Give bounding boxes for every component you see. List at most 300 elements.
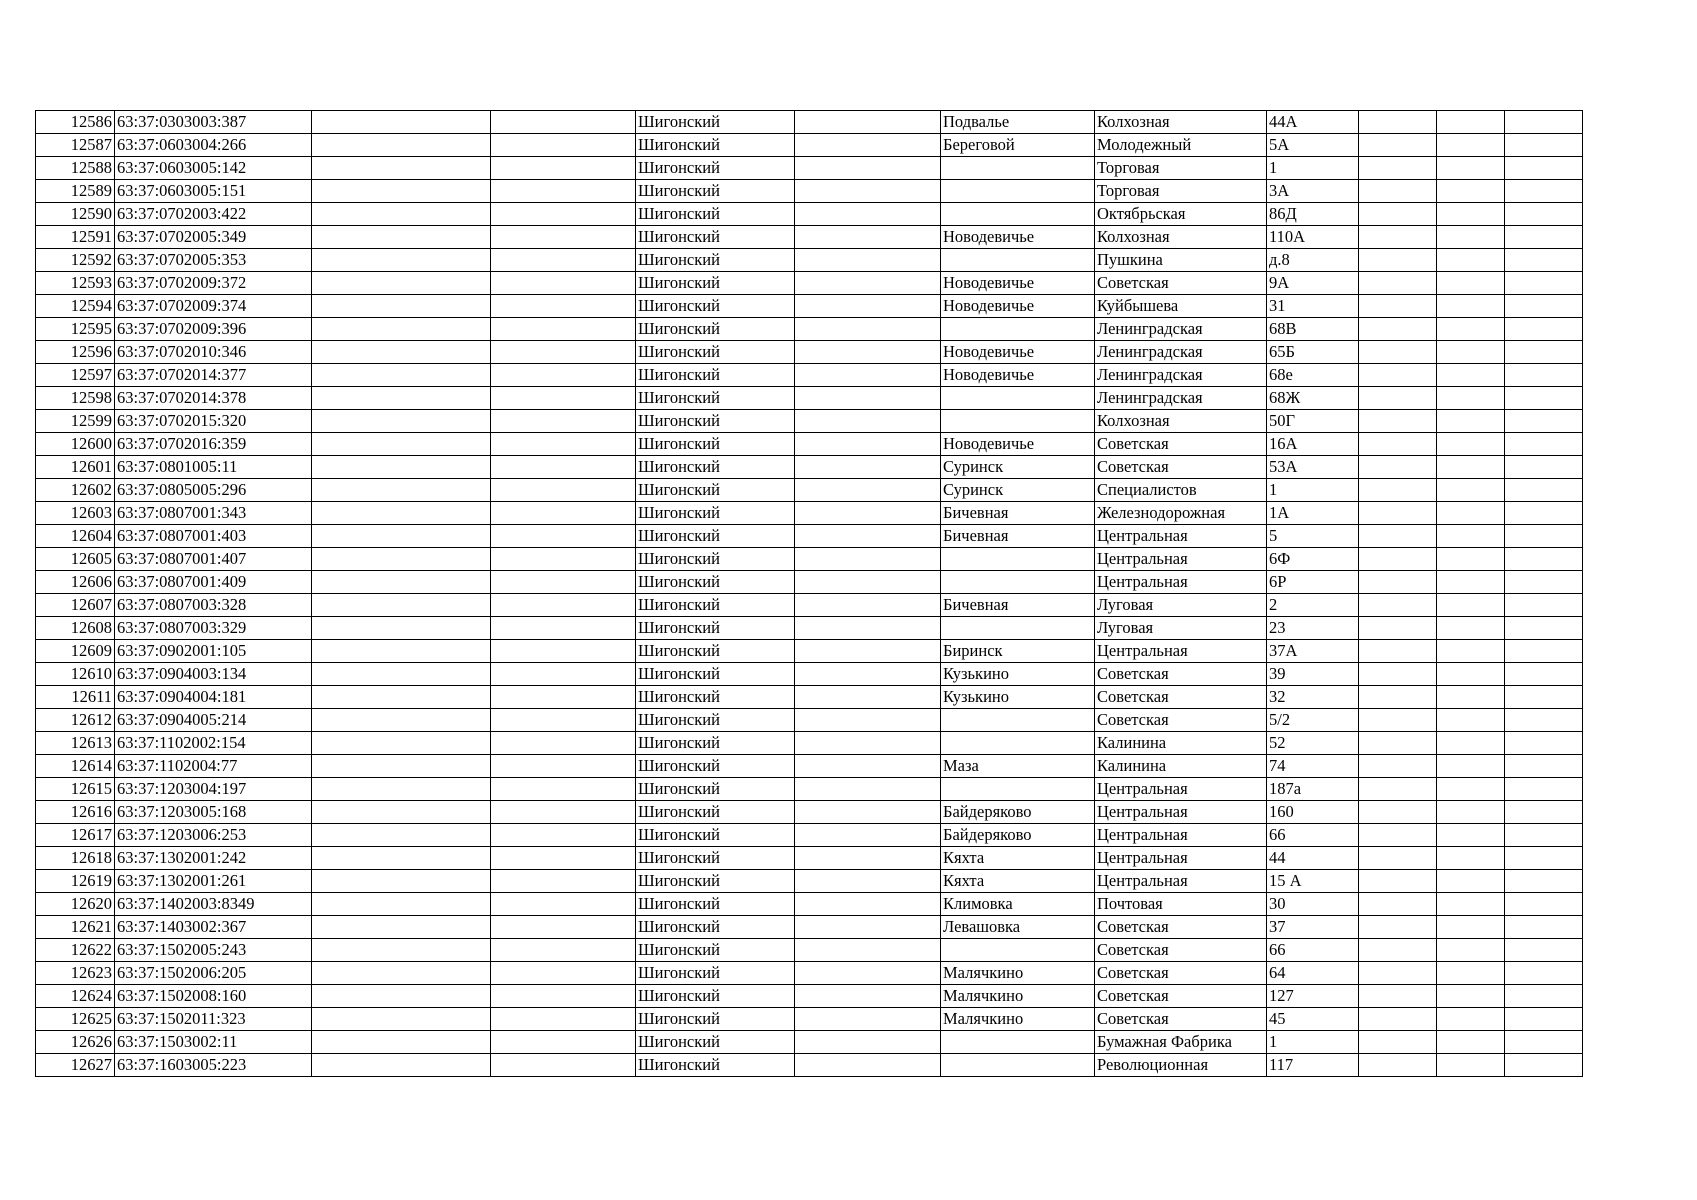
empty-cell [1437,893,1505,916]
street-cell: Советская [1095,962,1267,985]
empty-cell [312,985,491,1008]
house-number-cell: 37 [1267,916,1359,939]
empty-cell [1359,755,1437,778]
empty-cell [491,801,636,824]
district-cell: Шигонский [636,1008,795,1031]
empty-cell [1505,134,1583,157]
house-number-cell: 30 [1267,893,1359,916]
empty-cell [1437,433,1505,456]
street-cell: Советская [1095,456,1267,479]
district-cell: Шигонский [636,548,795,571]
district-cell: Шигонский [636,134,795,157]
street-cell: Советская [1095,916,1267,939]
district-cell: Шигонский [636,456,795,479]
district-cell: Шигонский [636,571,795,594]
district-cell: Шигонский [636,824,795,847]
empty-cell [491,433,636,456]
street-cell: Луговая [1095,617,1267,640]
locality-cell: Малячкино [941,985,1095,1008]
cadastral-number-cell: 63:37:0807001:343 [115,502,312,525]
empty-cell [795,272,941,295]
locality-cell [941,387,1095,410]
street-cell: Торговая [1095,180,1267,203]
empty-cell [1437,571,1505,594]
empty-cell [1359,686,1437,709]
empty-cell [1359,732,1437,755]
locality-cell: Береговой [941,134,1095,157]
table-row [36,939,1583,962]
locality-cell: Байдеряково [941,824,1095,847]
cadastral-number-cell: 63:37:1203005:168 [115,801,312,824]
empty-cell [795,755,941,778]
district-cell: Шигонский [636,709,795,732]
empty-cell [1437,249,1505,272]
table-row [36,663,1583,686]
empty-cell [795,548,941,571]
house-number-cell: 31 [1267,295,1359,318]
table-row [36,341,1583,364]
record-number-cell: 12624 [36,985,115,1008]
empty-cell [1505,341,1583,364]
street-cell: Советская [1095,709,1267,732]
empty-cell [1437,617,1505,640]
empty-cell [1359,824,1437,847]
district-cell: Шигонский [636,1054,795,1077]
table-row [36,847,1583,870]
empty-cell [1359,387,1437,410]
locality-cell [941,157,1095,180]
empty-cell [491,870,636,893]
house-number-cell: 68Ж [1267,387,1359,410]
empty-cell [1505,962,1583,985]
district-cell: Шигонский [636,479,795,502]
empty-cell [795,341,941,364]
locality-cell [941,617,1095,640]
cadastral-number-cell: 63:37:1502005:243 [115,939,312,962]
empty-cell [1359,571,1437,594]
empty-cell [491,203,636,226]
empty-cell [312,180,491,203]
empty-cell [491,548,636,571]
district-cell: Шигонский [636,180,795,203]
empty-cell [1505,249,1583,272]
house-number-cell: 5/2 [1267,709,1359,732]
empty-cell [1437,525,1505,548]
empty-cell [795,801,941,824]
empty-cell [491,249,636,272]
empty-cell [491,962,636,985]
empty-cell [795,364,941,387]
district-cell: Шигонский [636,364,795,387]
empty-cell [1437,1031,1505,1054]
street-cell: Железнодорожная [1095,502,1267,525]
cadastral-number-cell: 63:37:1402003:8349 [115,893,312,916]
table-row [36,111,1583,134]
street-cell: Почтовая [1095,893,1267,916]
empty-cell [795,295,941,318]
empty-cell [312,502,491,525]
cadastral-number-cell: 63:37:0702009:396 [115,318,312,341]
empty-cell [491,640,636,663]
empty-cell [795,180,941,203]
empty-cell [312,318,491,341]
record-number-cell: 12586 [36,111,115,134]
empty-cell [1505,617,1583,640]
empty-cell [491,180,636,203]
empty-cell [1505,916,1583,939]
district-cell: Шигонский [636,893,795,916]
district-cell: Шигонский [636,203,795,226]
house-number-cell: 1 [1267,479,1359,502]
street-cell: Колхозная [1095,410,1267,433]
cadastral-number-cell: 63:37:1203006:253 [115,824,312,847]
empty-cell [1437,226,1505,249]
table-row [36,157,1583,180]
empty-cell [312,525,491,548]
locality-cell [941,939,1095,962]
record-number-cell: 12622 [36,939,115,962]
record-number-cell: 12591 [36,226,115,249]
table-body [36,111,1583,1077]
street-cell: Октябрьская [1095,203,1267,226]
cadastral-number-cell: 63:37:1102002:154 [115,732,312,755]
empty-cell [491,157,636,180]
record-number-cell: 12621 [36,916,115,939]
table-row [36,387,1583,410]
locality-cell [941,410,1095,433]
empty-cell [1505,778,1583,801]
empty-cell [491,709,636,732]
empty-cell [312,111,491,134]
empty-cell [1437,870,1505,893]
empty-cell [312,226,491,249]
empty-cell [795,226,941,249]
street-cell: Советская [1095,939,1267,962]
empty-cell [795,870,941,893]
cadastral-number-cell: 63:37:1503002:11 [115,1031,312,1054]
empty-cell [312,1054,491,1077]
empty-cell [491,525,636,548]
empty-cell [1505,847,1583,870]
house-number-cell: 66 [1267,824,1359,847]
empty-cell [1359,180,1437,203]
street-cell: Центральная [1095,870,1267,893]
empty-cell [1359,594,1437,617]
locality-cell: Кяхта [941,847,1095,870]
record-number-cell: 12619 [36,870,115,893]
locality-cell: Новодевичье [941,433,1095,456]
empty-cell [491,1008,636,1031]
table-row [36,410,1583,433]
street-cell: Центральная [1095,548,1267,571]
empty-cell [1437,916,1505,939]
empty-cell [1359,456,1437,479]
cadastral-number-cell: 63:37:0807001:409 [115,571,312,594]
empty-cell [795,709,941,732]
empty-cell [312,341,491,364]
empty-cell [1359,111,1437,134]
empty-cell [795,318,941,341]
locality-cell: Бичевная [941,502,1095,525]
record-number-cell: 12626 [36,1031,115,1054]
empty-cell [1437,387,1505,410]
record-number-cell: 12610 [36,663,115,686]
table-row [36,502,1583,525]
district-cell: Шигонский [636,916,795,939]
locality-cell: Климовка [941,893,1095,916]
street-cell: Куйбышева [1095,295,1267,318]
cadastral-number-cell: 63:37:1102004:77 [115,755,312,778]
street-cell: Центральная [1095,847,1267,870]
empty-cell [312,732,491,755]
cadastral-number-cell: 63:37:1502008:160 [115,985,312,1008]
house-number-cell: 52 [1267,732,1359,755]
district-cell: Шигонский [636,387,795,410]
locality-cell [941,732,1095,755]
record-number-cell: 12609 [36,640,115,663]
empty-cell [312,1008,491,1031]
empty-cell [1505,870,1583,893]
cadastral-number-cell: 63:37:0702015:320 [115,410,312,433]
table-row [36,295,1583,318]
empty-cell [1359,916,1437,939]
cadastral-number-cell: 63:37:0902001:105 [115,640,312,663]
cadastral-number-cell: 63:37:0904005:214 [115,709,312,732]
district-cell: Шигонский [636,410,795,433]
empty-cell [795,203,941,226]
locality-cell [941,1054,1095,1077]
street-cell: Центральная [1095,801,1267,824]
empty-cell [1505,525,1583,548]
empty-cell [1437,134,1505,157]
record-number-cell: 12615 [36,778,115,801]
empty-cell [1505,318,1583,341]
table-row [36,962,1583,985]
empty-cell [1505,824,1583,847]
empty-cell [1505,226,1583,249]
locality-cell: Бичевная [941,594,1095,617]
empty-cell [795,479,941,502]
house-number-cell: 39 [1267,663,1359,686]
table-row [36,732,1583,755]
record-number-cell: 12592 [36,249,115,272]
street-cell: Пушкина [1095,249,1267,272]
street-cell: Центральная [1095,525,1267,548]
street-cell: Ленинградская [1095,364,1267,387]
cadastral-number-cell: 63:37:0702005:349 [115,226,312,249]
empty-cell [1437,1008,1505,1031]
empty-cell [1359,318,1437,341]
empty-cell [1505,709,1583,732]
table-row [36,134,1583,157]
empty-cell [1437,410,1505,433]
table-row [36,1008,1583,1031]
empty-cell [795,433,941,456]
empty-cell [312,479,491,502]
empty-cell [491,732,636,755]
empty-cell [1359,847,1437,870]
empty-cell [312,548,491,571]
locality-cell [941,548,1095,571]
empty-cell [1437,594,1505,617]
empty-cell [1505,640,1583,663]
empty-cell [1505,203,1583,226]
house-number-cell: 127 [1267,985,1359,1008]
empty-cell [1359,801,1437,824]
empty-cell [1505,1054,1583,1077]
empty-cell [491,939,636,962]
empty-cell [1359,249,1437,272]
cadastral-number-cell: 63:37:0702009:372 [115,272,312,295]
district-cell: Шигонский [636,778,795,801]
locality-cell: Кузькино [941,663,1095,686]
empty-cell [795,157,941,180]
record-number-cell: 12594 [36,295,115,318]
empty-cell [1505,410,1583,433]
locality-cell [941,709,1095,732]
street-cell: Центральная [1095,571,1267,594]
empty-cell [1359,203,1437,226]
house-number-cell: 3А [1267,180,1359,203]
empty-cell [312,594,491,617]
house-number-cell: 86Д [1267,203,1359,226]
locality-cell: Суринск [941,479,1095,502]
empty-cell [1505,571,1583,594]
house-number-cell: 1 [1267,157,1359,180]
street-cell: Ленинградская [1095,341,1267,364]
locality-cell: Кузькино [941,686,1095,709]
empty-cell [1505,502,1583,525]
empty-cell [1359,985,1437,1008]
empty-cell [312,801,491,824]
table-row [36,617,1583,640]
house-number-cell: 5А [1267,134,1359,157]
house-number-cell: 68В [1267,318,1359,341]
empty-cell [1437,847,1505,870]
empty-cell [1505,433,1583,456]
empty-cell [1437,709,1505,732]
table-row [36,548,1583,571]
cadastral-number-cell: 63:37:0702016:359 [115,433,312,456]
district-cell: Шигонский [636,272,795,295]
empty-cell [1359,157,1437,180]
empty-cell [1505,364,1583,387]
district-cell: Шигонский [636,594,795,617]
empty-cell [1505,801,1583,824]
table-row [36,364,1583,387]
empty-cell [1505,1008,1583,1031]
empty-cell [795,640,941,663]
empty-cell [1505,939,1583,962]
empty-cell [795,525,941,548]
locality-cell: Левашовка [941,916,1095,939]
record-number-cell: 12611 [36,686,115,709]
table-row [36,870,1583,893]
empty-cell [312,778,491,801]
empty-cell [1505,1031,1583,1054]
street-cell: Советская [1095,985,1267,1008]
cadastral-number-cell: 63:37:1502006:205 [115,962,312,985]
empty-cell [1437,640,1505,663]
empty-cell [491,134,636,157]
street-cell: Центральная [1095,778,1267,801]
empty-cell [795,594,941,617]
empty-cell [1437,479,1505,502]
empty-cell [1359,709,1437,732]
empty-cell [491,824,636,847]
table-row [36,778,1583,801]
empty-cell [312,433,491,456]
empty-cell [491,456,636,479]
empty-cell [312,640,491,663]
cadastral-number-cell: 63:37:0807003:328 [115,594,312,617]
locality-cell: Новодевичье [941,364,1095,387]
district-cell: Шигонский [636,111,795,134]
cadastral-number-cell: 63:37:0603005:151 [115,180,312,203]
cadastral-number-cell: 63:37:0904004:181 [115,686,312,709]
street-cell: Бумажная Фабрика [1095,1031,1267,1054]
table-row [36,479,1583,502]
empty-cell [1359,364,1437,387]
record-number-cell: 12617 [36,824,115,847]
empty-cell [1505,893,1583,916]
empty-cell [1359,272,1437,295]
table-row [36,916,1583,939]
record-number-cell: 12608 [36,617,115,640]
empty-cell [491,663,636,686]
empty-cell [1359,479,1437,502]
table-row [36,709,1583,732]
record-number-cell: 12607 [36,594,115,617]
house-number-cell: 187а [1267,778,1359,801]
table-row [36,985,1583,1008]
empty-cell [795,456,941,479]
empty-cell [795,249,941,272]
record-number-cell: 12614 [36,755,115,778]
table-row [36,571,1583,594]
empty-cell [1359,410,1437,433]
cadastral-number-cell: 63:37:1302001:242 [115,847,312,870]
empty-cell [1505,387,1583,410]
empty-cell [795,111,941,134]
empty-cell [795,824,941,847]
empty-cell [795,985,941,1008]
locality-cell: Подвалье [941,111,1095,134]
empty-cell [491,318,636,341]
empty-cell [312,755,491,778]
house-number-cell: 45 [1267,1008,1359,1031]
empty-cell [491,1054,636,1077]
locality-cell [941,203,1095,226]
empty-cell [1437,203,1505,226]
record-number-cell: 12589 [36,180,115,203]
cadastral-number-cell: 63:37:0603005:142 [115,157,312,180]
record-number-cell: 12601 [36,456,115,479]
locality-cell: Новодевичье [941,341,1095,364]
house-number-cell: 32 [1267,686,1359,709]
empty-cell [795,410,941,433]
record-number-cell: 12599 [36,410,115,433]
empty-cell [312,387,491,410]
district-cell: Шигонский [636,157,795,180]
locality-cell: Бичевная [941,525,1095,548]
record-number-cell: 12587 [36,134,115,157]
house-number-cell: 15 А [1267,870,1359,893]
locality-cell: Новодевичье [941,295,1095,318]
table-row [36,456,1583,479]
empty-cell [1505,157,1583,180]
empty-cell [491,893,636,916]
